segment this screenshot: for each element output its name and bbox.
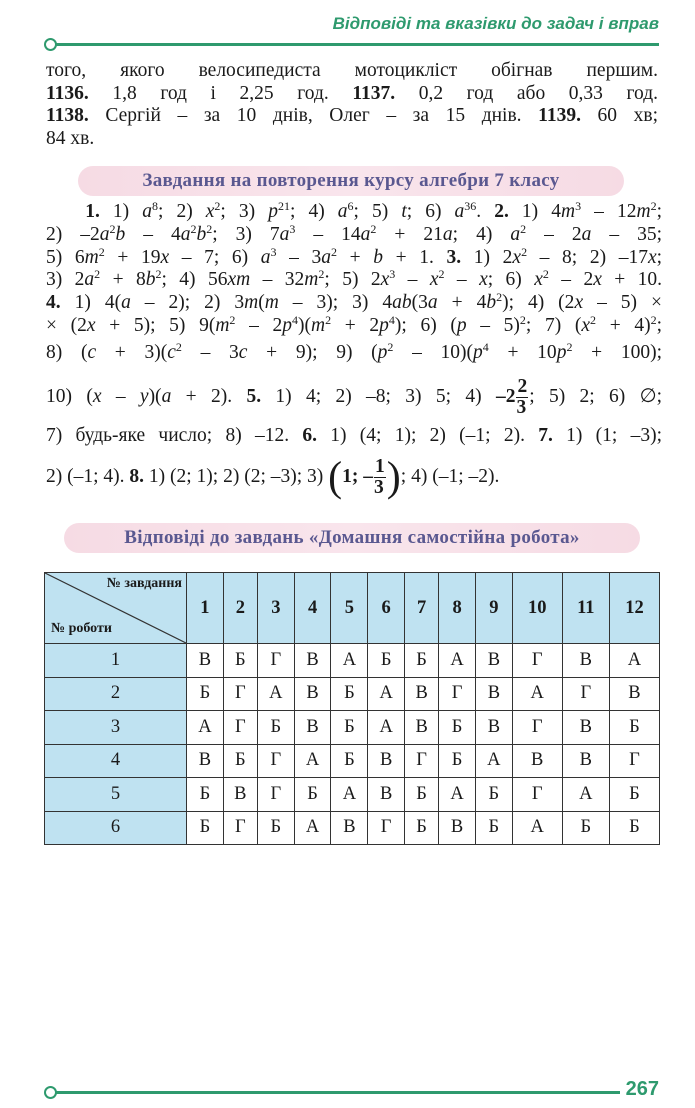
answer-cell: А [609,644,659,678]
answer-cell: Г [223,677,257,711]
corner-label-work: № роботи [51,621,112,636]
answer-cell: В [187,744,224,778]
answer-cell: Б [562,811,609,845]
answer-text: 1,8 год і 2,25 год. [88,82,353,104]
column-header: 6 [368,573,405,644]
answer-cell: Б [609,811,659,845]
answer-cell: Б [609,778,659,812]
math-line: 4. 1) 4(a – 2); 2) 3m(m – 3); 3) $4ab(3a + 4b^2)$; 4) (2x – 5) × [46,290,663,314]
intro-line-4: 84 хв. [46,128,95,150]
answers-1136-1139 [46,60,658,151]
answer-cell: Г [257,744,294,778]
answer-cell: В [294,644,331,678]
answer-cell: В [294,677,331,711]
row-header: 2 [45,677,187,711]
fraction-one-third [374,457,386,498]
answer-cell: В [475,644,512,678]
answer-cell: А [439,778,476,812]
section-banner-homework: Відповіді до завдань «Домашня самостійна робота» [64,523,640,553]
answer-cell: А [331,644,368,678]
answer-cell: Б [439,744,476,778]
answer-cell: В [475,677,512,711]
column-header: 8 [439,573,476,644]
answer-cell: В [512,744,562,778]
answer-cell: А [368,711,405,745]
problem-number: 1138. [46,105,89,127]
answer-cell: Г [512,644,562,678]
column-header: 9 [475,573,512,644]
fraction-sign: – [363,466,374,488]
page-number: 267 [625,1078,659,1100]
table-row [45,778,660,812]
table-row [45,811,660,845]
answer-cell: В [187,644,224,678]
answer-cell: В [562,744,609,778]
homework-answers-table [44,572,660,845]
math-line: 5) $6m^2 + 19x - 7$; 6) $a^3 - 3a^2 + b + 1$. 3. 1) $2x^2 - 8$; 2) –17x; [46,244,663,268]
table-body [45,644,660,845]
table-row [45,677,660,711]
answer-cell: А [331,778,368,812]
fraction-denominator: 3 [374,477,384,499]
answer-cell: Г [512,711,562,745]
answer-cell: А [257,677,294,711]
answer-cell: А [294,744,331,778]
fraction-two-thirds [516,377,528,418]
answer-text: Сергій – за 10 днів, Олег – за 15 днів. [88,105,539,127]
answer-cell: Г [609,744,659,778]
running-header: Відповіді та вказівки до задач і вправ [332,14,659,33]
row-header: 4 [45,744,187,778]
text-line [46,105,658,128]
answer-cell: В [439,811,476,845]
column-header: 10 [512,573,562,644]
column-header: 4 [294,573,331,644]
math-line: 2) (–1; 4). 8. 1) (2; 1); 2) (2; –3); 3) (1; – $\frac{1}{3}$ ); 4) (–1; –2). [46,454,500,501]
corner-label-task: № завдання [106,576,182,591]
answer-cell: Г [223,811,257,845]
answer-cell: Г [368,811,405,845]
footer-rule [55,1091,620,1094]
answer-cell: Б [405,644,439,678]
column-header: 1 [187,573,224,644]
answer-cell: Г [257,644,294,678]
answer-cell: Б [368,644,405,678]
answer-cell: Б [475,778,512,812]
answer-cell: А [294,811,331,845]
answer-cell: Б [331,711,368,745]
answer-cell: В [294,711,331,745]
answer-cell: А [512,677,562,711]
column-header: 2 [223,573,257,644]
column-header: 3 [257,573,294,644]
answer-text: 0,2 год або 0,33 год. [395,82,658,104]
answer-cell: А [187,711,224,745]
answer-cell: Б [257,811,294,845]
answer-cell: Б [187,778,224,812]
text-line [46,83,658,106]
answer-cell: Г [512,778,562,812]
answer-cell: В [368,778,405,812]
answer-cell: А [512,811,562,845]
table-corner-cell [45,573,187,644]
problem-number: 1136. [46,82,89,104]
column-header: 11 [562,573,609,644]
answer-cell: В [562,644,609,678]
row-header: 1 [45,644,187,678]
mixed-number-whole: –2 [495,385,516,407]
answer-cell: В [331,811,368,845]
answer-cell: Б [187,811,224,845]
math-line: 7) будь-яке число; 8) –12. 6. 1) (4; 1); 2) (–1; 2). 7. 1) (1; –3); [46,424,663,446]
fraction-denominator: 3 [516,396,527,418]
answer-cell: Б [223,644,257,678]
answer-cell: Б [331,677,368,711]
answer-cell: Б [475,811,512,845]
answer-cell: Г [562,677,609,711]
header-rule [55,43,659,46]
answer-cell: В [223,778,257,812]
math-line: 3) $2a^2 + 8b^2$; 4) $56xm - 32m^2$; 5) $2x^3 - x^2$ – x; 6) $x^2 - 2x + 10$. [46,267,663,291]
answer-cell: Г [439,677,476,711]
column-header: 5 [331,573,368,644]
row-header: 5 [45,778,187,812]
answer-cell: Г [257,778,294,812]
math-line: 1. 1) $a^8$; 2) $x^2$; 3) $p^{21}$; 4) $a^6$; 5) t; 6) $a^{36}$. 2. 1) $4m^3 - 12m^2$; [85,199,662,222]
answer-cell: Б [257,711,294,745]
problem-number: 1137. [352,82,396,104]
answer-cell: А [368,677,405,711]
text-line [46,60,658,83]
answer-cell: В [405,711,439,745]
answer-cell: Б [331,744,368,778]
answer-cell: А [439,644,476,678]
answer-cell: Г [223,711,257,745]
section-banner-review: Завдання на повторення курсу алгебри 7 класу [78,166,624,196]
fraction-numerator: 1 [375,456,385,478]
answer-cell: В [562,711,609,745]
math-line: × (2x + 5); 5) $9(m^2 - 2p^4)(m^2 + 2p^4)$; 6) (p – 5)$^2$; 7) $(x^2 + 4)^2$; [46,312,663,336]
fraction-numerator: 2 [517,375,528,397]
column-header: 12 [609,573,659,644]
answer-cell: В [475,711,512,745]
problem-number: 1139. [538,105,581,127]
algebra-review-answers [46,201,662,501]
answer-cell: В [368,744,405,778]
math-line: 2) $-2a^2b - 4a^2b^2$; 3) $7a^3 - 14a^2 + 21a$; 4) $a^2 - 2a - 35$; [46,221,663,245]
answer-cell: Б [223,744,257,778]
row-header: 6 [45,811,187,845]
math-line: 8) $(c + 3)(c^2 - 3c + 9)$; 9) $(p^2 - 10)(p^4 + 10p^2 + 100)$; [46,339,662,363]
answer-cell: Б [405,811,439,845]
answer-cell: Б [405,778,439,812]
intro-line-1: того, якого велосипедиста мотоцикліст обігнав першим. [46,60,658,81]
table-row [45,744,660,778]
table-header-row [45,573,660,644]
text-line [46,128,658,151]
answer-cell: В [405,677,439,711]
answer-cell: Б [187,677,224,711]
answer-cell: А [562,778,609,812]
answer-text: 60 хв; [580,105,658,127]
column-header: 7 [405,573,439,644]
answer-cell: А [475,744,512,778]
answer-cell: Б [609,711,659,745]
answer-cell: В [609,677,659,711]
answer-cell: Б [439,711,476,745]
answer-cell: Г [405,744,439,778]
answer-cell: Б [294,778,331,812]
row-header: 3 [45,711,187,745]
math-line: 10) (x – y)(a + 2). 5. 1) 4; 2) –8; 3) 5; 4) –2 $\frac{2}{3}$ ; 5) 2; 6) ∅; [46,375,663,418]
table-row [45,711,660,745]
table-row [45,644,660,678]
